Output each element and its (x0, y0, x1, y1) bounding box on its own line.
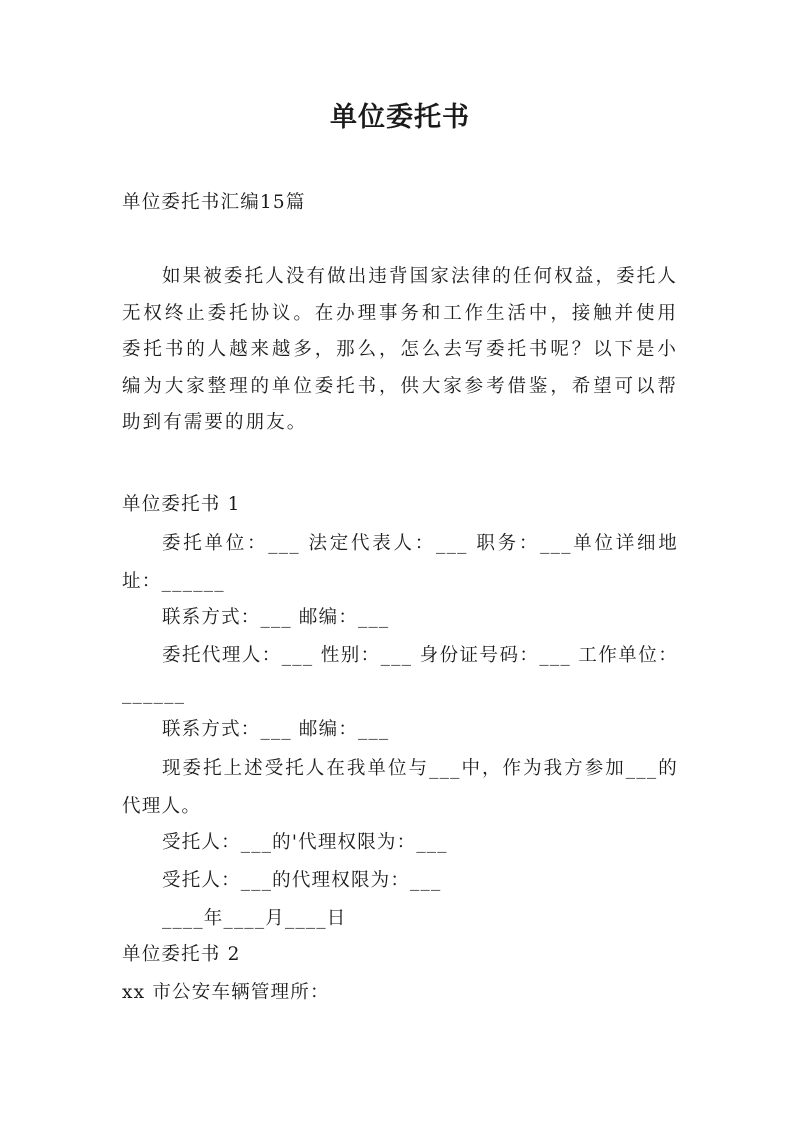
section-2-addressee: xx 市公安车辆管理所： (122, 982, 330, 1003)
document-subtitle: 单位委托书汇编15篇 (122, 192, 306, 213)
authority-scope-line-1: 受托人：___的'代理权限为：___ (162, 832, 448, 853)
section-2-heading: 单位委托书 2 (122, 944, 241, 965)
section-1-heading: 单位委托书 1 (122, 494, 241, 515)
agent-line: 委托代理人：___ 性别：___ 身份证号码：___ 工作单位：______ (122, 645, 678, 704)
entrusting-unit-line: 委托单位：___ 法定代表人：___ 职务：___单位详细地址：______ (122, 533, 678, 592)
authority-scope-line-2: 受托人：___的代理权限为：___ (162, 870, 442, 891)
document-title: 单位委托书 (330, 102, 470, 133)
contact-line-2: 联系方式：___ 邮编：___ (162, 719, 390, 740)
intro-paragraph: 如果被委托人没有做出违背国家法律的任何权益，委托人无权终止委托协议。在办理事务和工作生活中，接触并使用委托书的人越来越多，那么，怎么去写委托书呢？以下是小编为大家整理的单位委托书，供大家参考借鉴，希望可以帮助到有需要的朋友。 (122, 266, 678, 433)
entrust-statement: 现委托上述受托人在我单位与___中，作为我方参加___的代理人。 (122, 758, 678, 817)
date-line: ____年____月____日 (162, 908, 347, 929)
contact-line-1: 联系方式：___ 邮编：___ (162, 607, 390, 628)
